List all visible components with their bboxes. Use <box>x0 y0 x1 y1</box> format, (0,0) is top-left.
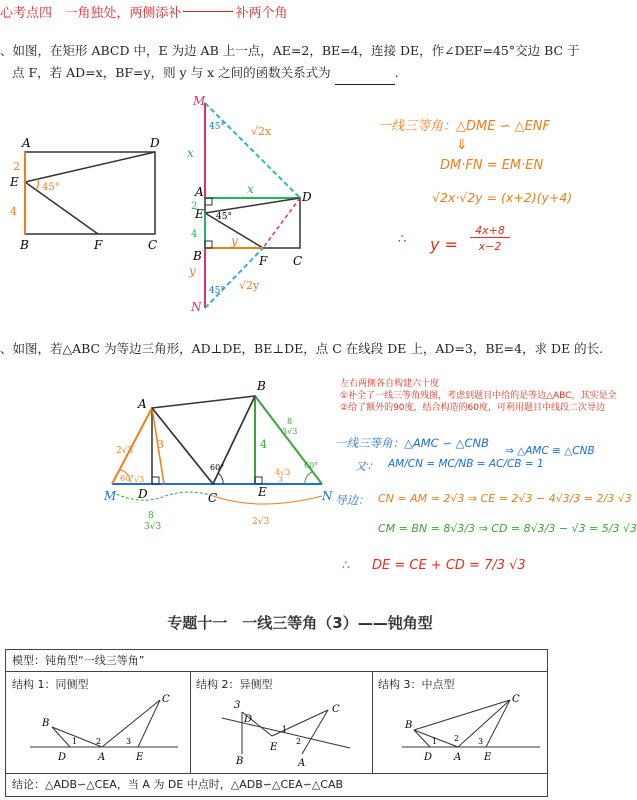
problem1-line2: 点 F，若 AD=x，BF=y，则 y 与 x 之间的函数关系式为 . <box>12 62 399 85</box>
label-b3: B <box>257 379 266 393</box>
d3-d: D <box>424 752 433 763</box>
label-e2: E <box>195 207 204 221</box>
figure2 <box>185 95 320 315</box>
label-md-den: 3√3 <box>144 522 162 532</box>
label-e: E <box>10 175 19 189</box>
label-b2: B <box>193 249 202 263</box>
line-de-2 <box>205 198 300 213</box>
d1-b: B <box>42 718 50 729</box>
d3-e: E <box>484 752 492 763</box>
label-angle: 45° <box>42 182 60 193</box>
d3-a: A <box>454 752 462 763</box>
label-ang-e: 45° <box>216 212 232 222</box>
label-x-left: x <box>187 146 194 160</box>
label-ang-n: 45° <box>209 286 225 296</box>
model-label <box>6 650 547 672</box>
s3-title: 结构 3：中点型 <box>378 678 455 691</box>
note-3: ②给了额外的90度，结合构造的60度，可利用题目中线段二次导边 <box>340 403 605 413</box>
label-f: F <box>94 238 103 252</box>
d2-d: D <box>244 714 253 725</box>
d1-c: C <box>162 694 170 705</box>
sol2-line4: CM = BN = 8√3/3 ⇒ CD = 8√3/3 − √3 = 5/3 √3 <box>378 522 637 535</box>
label-a2: A <box>195 185 204 199</box>
label-be3: 4 <box>260 438 267 451</box>
label-bn-num: 8 <box>287 417 293 426</box>
sol1-num: 4x+8 <box>470 224 510 238</box>
brace-cn <box>213 496 322 504</box>
diagram-s3 <box>402 692 542 767</box>
divider-2 <box>372 672 373 773</box>
label-b: B <box>20 238 29 252</box>
label-d3: D <box>138 487 148 501</box>
label-c: C <box>148 238 158 252</box>
problem1-line2-text: 点 F，若 AD=x，BF=y，则 y 与 x 之间的函数关系式为 <box>12 65 331 80</box>
angle-arc <box>36 179 38 190</box>
model-conclusion <box>6 773 547 797</box>
label-a3: A <box>138 397 147 411</box>
label-m3: M <box>104 489 117 503</box>
label-rt2x: √2x <box>251 125 272 138</box>
label-c2: C <box>293 254 303 268</box>
header-rule <box>183 11 233 12</box>
header-right: 补两个角 <box>235 6 288 21</box>
d3-n3: 3 <box>478 737 484 746</box>
sol2-l2c: ⇒ △AMC ≌ △CNB <box>505 445 595 457</box>
diagram-s1 <box>30 692 180 767</box>
line-df <box>263 198 300 248</box>
note-2: ①补全了一线三等角残图，考虑到题目中给的是等边△ABC，其实是全 <box>340 391 617 401</box>
label-am3: 2√3 <box>116 446 134 456</box>
figure1 <box>0 135 170 255</box>
model-label-text: 模型：钝角型“一线三等角” <box>12 654 145 667</box>
arc-c <box>218 473 223 484</box>
d2-a: A <box>298 758 306 769</box>
diagram-s2 <box>210 692 360 772</box>
d2-n2: 2 <box>296 737 302 746</box>
label-four: 4 <box>191 229 198 240</box>
label-ang60c: 60° <box>304 461 319 470</box>
sol2-guide: 导边： <box>335 493 370 507</box>
label-a: A <box>22 136 31 150</box>
divider-1 <box>190 672 191 773</box>
s2-title: 结构 2：异侧型 <box>196 678 273 691</box>
d2-n1: 1 <box>282 725 288 734</box>
label-m: M <box>193 94 206 108</box>
d2-e: E <box>270 742 278 753</box>
problem2-line1: 、如图，若△ABC 为等边三角形，AD⊥DE，BE⊥DE，点 C 在线段 DE 上，AD=3，BE=4，求 DE 的长. <box>0 341 604 356</box>
label-en-num: 4√3 <box>275 468 291 477</box>
label-en-den: 3 <box>278 475 284 484</box>
figure3 <box>90 378 333 538</box>
sol1-den: x−2 <box>478 240 502 253</box>
label-md-num: 8 <box>148 511 154 521</box>
label-bn-den: 3√3 <box>282 427 298 436</box>
header-left: 心考点四 <box>0 6 53 21</box>
d2-n3: 3 <box>234 700 241 711</box>
label-ang60a: 60° <box>120 474 135 483</box>
sol2-l2b: AM/CN = MC/NB = AC/CB = 1 <box>388 458 544 470</box>
label-d: D <box>150 136 160 150</box>
line-nf <box>205 248 263 308</box>
sol2-l2a: 又∵ <box>355 460 373 473</box>
right-angle-e <box>255 477 262 484</box>
d1-n1: 1 <box>72 737 78 746</box>
label-x-top: x <box>247 182 254 196</box>
d1-d: D <box>58 752 67 763</box>
d1-e: E <box>136 752 144 763</box>
sol1-line2: DM·FN = EM·EN <box>440 158 544 173</box>
sol1-therefore: ∴ <box>398 232 407 247</box>
label-e3: E <box>258 485 267 499</box>
label-be: 4 <box>10 205 17 218</box>
d1-n2: 2 <box>96 737 102 746</box>
section-header <box>0 2 287 21</box>
d1-a: A <box>98 752 106 763</box>
label-two: 2 <box>191 201 198 212</box>
brace-mc <box>112 492 213 500</box>
d3-b: B <box>405 720 413 731</box>
d2-c: C <box>332 704 340 715</box>
arc-n <box>305 472 312 484</box>
label-ang60b: 60° <box>210 463 225 472</box>
s1-title: 结构 1：同侧型 <box>12 678 89 691</box>
right-angle-a <box>205 198 212 205</box>
sol1-y: y = <box>430 235 458 254</box>
sol2-therefore: ∴ <box>342 558 350 572</box>
label-md3: √3 <box>134 475 145 484</box>
conclusion-text: 结论：△ADB∽△CEA，当 A 为 DE 中点时，△ADB∽△CEA∽△CAB <box>12 778 344 791</box>
label-y-bot: y <box>231 234 238 248</box>
answer-blank <box>335 62 395 85</box>
sol1-line3: √2x·√2y = (x+2)(y+4) <box>432 190 573 205</box>
right-angle-b <box>205 241 212 248</box>
d3-c: C <box>512 694 520 705</box>
sol2-line5: DE = CE + CD = 7/3 √3 <box>372 558 526 573</box>
d2-b: B <box>236 756 244 767</box>
d3-n2: 2 <box>454 734 460 743</box>
d3-n1: 1 <box>432 737 438 746</box>
label-y-left: y <box>189 264 196 278</box>
label-f2: F <box>259 254 268 268</box>
sol1-arrow: ⇓ <box>456 137 468 153</box>
label-ae: 2 <box>13 160 20 173</box>
sol2-line3: CN = AM = 2√3 ⇒ CE = 2√3 − 4√3/3 = 2/3 √3 <box>378 492 632 505</box>
right-angle-d <box>152 477 159 484</box>
label-ang-m: 45° <box>209 122 225 132</box>
label-ce3: 2√3 <box>252 517 270 527</box>
label-d2: D <box>302 190 312 204</box>
note-1: 左右两侧各自构建六十度 <box>340 379 440 389</box>
line-de <box>25 152 155 182</box>
sol2-line1: 一线三等角：△AMC ∽ △CNB <box>335 436 489 450</box>
label-n3: N <box>322 489 333 503</box>
sol1-line1: 一线三等角：△DME ∽ △ENF <box>378 119 551 134</box>
label-ad3: 3 <box>157 438 164 451</box>
label-rt2y: √2y <box>239 279 260 292</box>
d1-n3: 3 <box>126 737 132 746</box>
rect-abcd <box>25 152 155 234</box>
header-mid: 一角独处，两侧添补 <box>64 6 182 21</box>
problem1-line1: 、如图，在矩形 ABCD 中，E 为边 AB 上一点，AE=2，BE=4，连接 DE，作∠DEF=45°交边 BC 于 <box>0 43 580 58</box>
label-n: N <box>191 300 202 314</box>
triangle-abc <box>152 396 255 484</box>
label-c3: C <box>208 491 218 505</box>
section-title: 专题十一 一线三等角（3）——钝角型 <box>167 614 433 632</box>
